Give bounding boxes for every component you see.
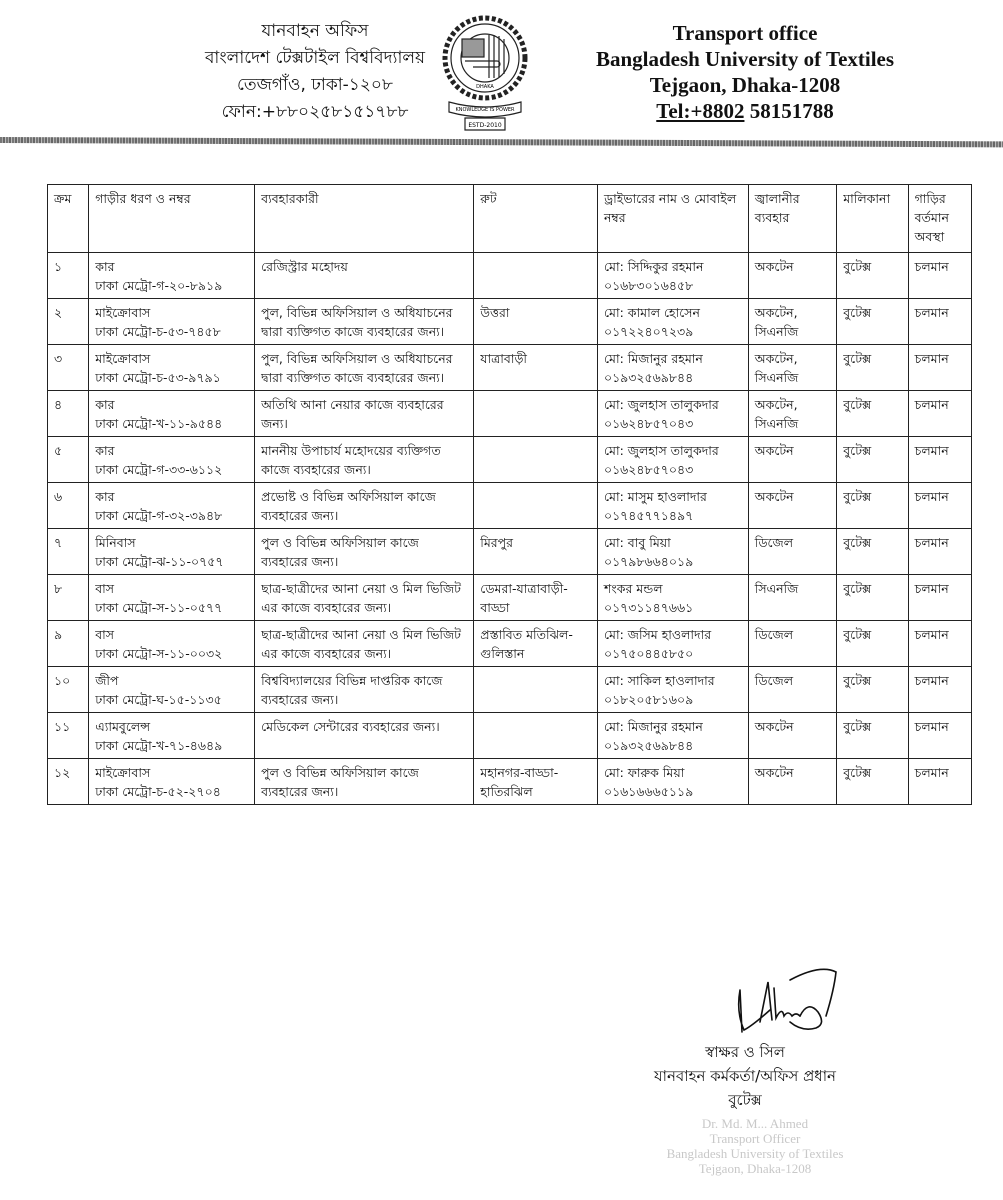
user-cell: মাননীয় উপাচার্য মহোদয়ের ব্যক্তিগত কাজে ব্যবহারের জন্য। [261, 443, 441, 477]
status-cell-td [908, 667, 971, 713]
driver-mobile: ০১৭৫০৪৪৫৮৫০ [603, 646, 694, 661]
ownership-cell: বুটেক্স [843, 351, 872, 366]
driver-mobile: ০১৭২২৪০৭২৩৯ [603, 324, 694, 339]
user-cell-td [255, 759, 474, 805]
status-cell: চলমান [914, 305, 949, 320]
status-cell-td [908, 253, 971, 299]
driver-name: মো: সিদ্দিকুর রহমান [603, 259, 704, 274]
driver-name-td [597, 483, 748, 529]
registration-number: ঢাকা মেট্রো-গ-৩২-৩৯৪৮ [95, 508, 223, 523]
driver-name-td [597, 391, 748, 437]
driver-mobile: ০১৬২৪৮৫৭০৪৩ [603, 462, 694, 477]
route-cell-td [474, 575, 598, 621]
phone-bn: ফোন:+৮৮০২৫৮১৫১৭৮৮ [221, 102, 409, 122]
user-cell: বিশ্ববিদ্যালয়ের বিভিন্ন দাপ্তরিক কাজে ব্যবহারের জন্য। [261, 673, 443, 707]
status-cell: চলমান [914, 581, 949, 596]
user-cell: প্রভোষ্ট ও বিভিন্ন অফিসিয়াল কাজে ব্যবহারের জন্য। [261, 489, 436, 523]
vehicle-type-td [89, 345, 255, 391]
vehicle-type-td [89, 299, 255, 345]
vehicle-type-td [89, 667, 255, 713]
ownership-cell: বুটেক্স [843, 305, 872, 320]
header-bangla [150, 18, 480, 126]
vehicle-type: এ্যামবুলেন্স [95, 719, 151, 734]
fuel-cell: ডিজেল [754, 535, 794, 550]
user-cell-td [255, 575, 474, 621]
status-cell-td [908, 391, 971, 437]
driver-mobile: ০১৮২০৫৮১৬০৯ [603, 692, 694, 707]
user-cell: রেজিস্ট্রার মহোদয় [261, 259, 348, 274]
fuel-cell: অকটেন, সিএনজি [754, 397, 799, 431]
university-name-en: Bangladesh University of Textiles [595, 47, 895, 71]
route-cell-td [474, 253, 598, 299]
vehicle-type: মাইক্রোবাস [95, 351, 151, 366]
stamp-org: Bangladesh University of Textiles [666, 1146, 844, 1161]
fuel-cell-td [748, 713, 836, 759]
user-cell-td [255, 253, 474, 299]
serial-cell-td [48, 483, 89, 529]
route-cell-td [474, 483, 598, 529]
signatory-org: বুটেক্স [728, 1091, 762, 1109]
vehicle-type-td [89, 483, 255, 529]
vehicle-type: কার [95, 397, 115, 412]
registration-number: ঢাকা মেট্রো-খ-১১-৯৫৪৪ [95, 416, 223, 431]
registration-number: ঢাকা মেট্রো-চ-৫৩-৯৭৯১ [95, 370, 221, 385]
driver-name-td [597, 253, 748, 299]
fuel-cell-td [748, 667, 836, 713]
registration-number: ঢাকা মেট্রো-গ-২০-৮৯১৯ [95, 278, 223, 293]
route-cell: প্রস্তাবিত মতিঝিল-গুলিস্তান [480, 627, 573, 661]
driver-name: মো: মাসুম হাওলাদার [603, 489, 707, 504]
ownership-cell-td [837, 667, 908, 713]
fuel-cell: অকটেন, সিএনজি [754, 351, 799, 385]
serial-cell: ১২ [54, 765, 71, 780]
serial-cell: ১ [54, 259, 63, 274]
header-divider [0, 137, 1003, 147]
driver-name: মো: মিজানুর রহমান [603, 719, 703, 734]
university-logo [435, 14, 535, 132]
ownership-cell: বুটেক্স [843, 673, 872, 688]
ownership-cell-td [837, 391, 908, 437]
serial-cell: ১১ [54, 719, 71, 734]
official-stamp [640, 1116, 870, 1176]
fuel-cell-td [748, 575, 836, 621]
serial-cell-td [48, 621, 89, 667]
col-serial: ক্রম [48, 185, 89, 253]
signature-block [620, 1040, 870, 1112]
col-user: ব্যবহারকারী [255, 185, 474, 253]
vehicle-type: কার [95, 489, 115, 504]
table-row [48, 483, 972, 529]
serial-cell: ২ [54, 305, 63, 320]
serial-cell: ৩ [54, 351, 63, 366]
phone-prefix: Tel:+8802 [656, 99, 745, 123]
table-row [48, 759, 972, 805]
status-cell-td [908, 575, 971, 621]
table-row [48, 391, 972, 437]
driver-name-td [597, 621, 748, 667]
ownership-cell: বুটেক্স [843, 765, 872, 780]
status-cell: চলমান [914, 673, 949, 688]
fuel-cell-td [748, 483, 836, 529]
status-cell-td [908, 713, 971, 759]
driver-name-td [597, 299, 748, 345]
ownership-cell: বুটেক্স [843, 627, 872, 642]
fuel-cell: অকটেন [754, 765, 794, 780]
registration-number: ঢাকা মেট্রো-স-১১-০০৩২ [95, 646, 223, 661]
driver-name-td [597, 667, 748, 713]
driver-name-td [597, 713, 748, 759]
driver-name: মো: সাকিল হাওলাদার [603, 673, 715, 688]
vehicle-type-td [89, 437, 255, 483]
logo-established: ESTD-2010 [468, 122, 502, 129]
office-name-bn: যানবাহন অফিস [261, 21, 369, 41]
route-cell-td [474, 345, 598, 391]
user-cell-td [255, 345, 474, 391]
user-cell-td [255, 437, 474, 483]
fuel-cell-td [748, 759, 836, 805]
header-english [560, 20, 930, 124]
ownership-cell: বুটেক্স [843, 489, 872, 504]
driver-name: মো: জুলহাস তালুকদার [603, 443, 719, 458]
driver-name-td [597, 437, 748, 483]
fuel-cell-td [748, 253, 836, 299]
status-cell-td [908, 759, 971, 805]
driver-name: মো: জসিম হাওলাদার [603, 627, 712, 642]
driver-name: শংকর মন্ডল [603, 581, 663, 596]
stamp-address: Tejgaon, Dhaka-1208 [698, 1161, 812, 1176]
status-cell: চলমান [914, 351, 949, 366]
registration-number: ঢাকা মেট্রো-গ-৩৩-৬১১২ [95, 462, 223, 477]
vehicle-type-td [89, 759, 255, 805]
ownership-cell-td [837, 437, 908, 483]
route-cell: ডেমরা-যাত্রাবাড়ী-বাড্ডা [480, 581, 568, 615]
status-cell-td [908, 345, 971, 391]
phone-number: 58151788 [744, 99, 834, 123]
serial-cell-td [48, 575, 89, 621]
fuel-cell-td [748, 345, 836, 391]
vehicle-type: বাস [95, 581, 115, 596]
handwritten-signature [730, 960, 840, 1040]
driver-mobile: ০১৬১৬৬৬৫১১৯ [603, 784, 694, 799]
driver-mobile: ০১৭৩১১৪৭৬৬১ [603, 600, 694, 615]
ownership-cell-td [837, 529, 908, 575]
fuel-cell-td [748, 529, 836, 575]
ownership-cell-td [837, 299, 908, 345]
fuel-cell: অকটেন [754, 489, 794, 504]
phone-en [560, 98, 930, 124]
route-cell: যাত্রাবাড়ী [480, 351, 527, 366]
vehicle-type-td [89, 713, 255, 759]
driver-name: মো: ফারুক মিয়া [603, 765, 685, 780]
route-cell-td [474, 713, 598, 759]
status-cell: চলমান [914, 443, 949, 458]
driver-name: মো: কামাল হোসেন [603, 305, 700, 320]
ownership-cell: বুটেক্স [843, 719, 872, 734]
status-cell: চলমান [914, 397, 949, 412]
route-cell-td [474, 759, 598, 805]
col-driver: ড্রাইভারের নাম ও মোবাইল নম্বর [597, 185, 748, 253]
vehicle-type: বাস [95, 627, 115, 642]
route-cell-td [474, 437, 598, 483]
route-cell: মিরপুর [480, 535, 514, 550]
vehicle-type-td [89, 529, 255, 575]
fuel-cell-td [748, 299, 836, 345]
status-cell: চলমান [914, 535, 949, 550]
serial-cell: ৬ [54, 489, 63, 504]
vehicle-type: মাইক্রোবাস [95, 765, 151, 780]
registration-number: ঢাকা মেট্রো-ঝ-১১-০৭৫৭ [95, 554, 224, 569]
ownership-cell-td [837, 713, 908, 759]
route-cell: মহানগর-বাড্ডা-হাতিরঝিল [480, 765, 559, 799]
serial-cell: ৯ [54, 627, 63, 642]
serial-cell-td [48, 253, 89, 299]
user-cell-td [255, 667, 474, 713]
user-cell: পুল, বিভিন্ন অফিসিয়াল ও অধিযাচনের দ্বারা ব্যক্তিগত কাজে ব্যবহারের জন্য। [261, 305, 453, 339]
table-row [48, 713, 972, 759]
vehicle-type: কার [95, 259, 115, 274]
serial-cell: ৭ [54, 535, 63, 550]
ownership-cell-td [837, 621, 908, 667]
ownership-cell-td [837, 759, 908, 805]
registration-number: ঢাকা মেট্রো-ঘ-১৫-১১৩৫ [95, 692, 222, 707]
status-cell: চলমান [914, 259, 949, 274]
driver-name: মো: বাবু মিয়া [603, 535, 671, 550]
user-cell: পুল ও বিভিন্ন অফিসিয়াল কাজে ব্যবহারের জন্য। [261, 765, 419, 799]
table-row [48, 621, 972, 667]
status-cell: চলমান [914, 765, 949, 780]
serial-cell-td [48, 299, 89, 345]
user-cell-td [255, 713, 474, 759]
serial-cell-td [48, 529, 89, 575]
fuel-cell-td [748, 621, 836, 667]
col-status: গাড়ির বর্তমান অবস্থা [908, 185, 971, 253]
serial-cell-td [48, 713, 89, 759]
table-row [48, 529, 972, 575]
vehicle-type: কার [95, 443, 115, 458]
user-cell: অতিথি আনা নেয়ার কাজে ব্যবহারের জন্য। [261, 397, 444, 431]
logo-motto: KNOWLEDGE IS POWER [455, 107, 515, 113]
university-name-bn: বাংলাদেশ টেক্সটাইল বিশ্ববিদ্যালয় [204, 48, 426, 68]
vehicle-type-td [89, 621, 255, 667]
vehicle-table [47, 184, 972, 805]
address-en: Tejgaon, Dhaka-1208 [649, 73, 841, 97]
fuel-cell: ডিজেল [754, 673, 794, 688]
serial-cell: ৫ [54, 443, 63, 458]
user-cell: ছাত্র-ছাত্রীদের আনা নেয়া ও মিল ভিজিট এর কাজে ব্যবহারের জন্য। [261, 627, 461, 661]
col-fuel: জ্বালানীর ব্যবহার [748, 185, 836, 253]
user-cell: পুল, বিভিন্ন অফিসিয়াল ও অধিযাচনের দ্বারা ব্যক্তিগত কাজে ব্যবহারের জন্য। [261, 351, 453, 385]
user-cell-td [255, 299, 474, 345]
serial-cell: ৪ [54, 397, 63, 412]
route-cell-td [474, 667, 598, 713]
user-cell: মেডিকেল সেন্টারের ব্যবহারের জন্য। [261, 719, 440, 734]
user-cell-td [255, 529, 474, 575]
driver-name-td [597, 529, 748, 575]
fuel-cell: ডিজেল [754, 627, 794, 642]
address-bn: তেজগাঁও, ঢাকা-১২০৮ [237, 75, 393, 95]
serial-cell-td [48, 437, 89, 483]
ownership-cell: বুটেক্স [843, 535, 872, 550]
user-cell-td [255, 391, 474, 437]
driver-mobile: ০১৯৩২৫৬৯৮৪৪ [603, 370, 694, 385]
status-cell: চলমান [914, 719, 949, 734]
stamp-title: Transport Officer [709, 1131, 801, 1146]
status-cell-td [908, 299, 971, 345]
serial-cell-td [48, 759, 89, 805]
registration-number: ঢাকা মেট্রো-চ-৫৩-৭৪৫৮ [95, 324, 221, 339]
status-cell: চলমান [914, 627, 949, 642]
ownership-cell-td [837, 483, 908, 529]
signature-label: স্বাক্ষর ও সিল [705, 1043, 785, 1061]
status-cell-td [908, 437, 971, 483]
route-cell-td [474, 299, 598, 345]
driver-name: মো: জুলহাস তালুকদার [603, 397, 719, 412]
route-cell-td [474, 391, 598, 437]
driver-mobile: ০১৬২৪৮৫৭০৪৩ [603, 416, 694, 431]
vehicle-type-td [89, 391, 255, 437]
user-cell: ছাত্র-ছাত্রীদের আনা নেয়া ও মিল ভিজিট এর কাজে ব্যবহারের জন্য। [261, 581, 461, 615]
ownership-cell: বুটেক্স [843, 443, 872, 458]
vehicle-type-td [89, 575, 255, 621]
route-cell: উত্তরা [480, 305, 510, 320]
ownership-cell: বুটেক্স [843, 397, 872, 412]
status-cell-td [908, 529, 971, 575]
status-cell: চলমান [914, 489, 949, 504]
signatory-designation: যানবাহন কর্মকর্তা/অফিস প্রধান [653, 1067, 837, 1085]
vehicle-type: মিনিবাস [95, 535, 136, 550]
col-route: রুট [474, 185, 598, 253]
ownership-cell-td [837, 345, 908, 391]
col-ownership: মালিকানা [837, 185, 908, 253]
driver-mobile: ০১৬৮৩০১৬৪৫৮ [603, 278, 694, 293]
user-cell-td [255, 621, 474, 667]
status-cell-td [908, 483, 971, 529]
stamp-name: Dr. Md. M... Ahmed [701, 1116, 809, 1131]
serial-cell: ৮ [54, 581, 63, 596]
driver-name-td [597, 575, 748, 621]
office-name-en: Transport office [672, 21, 818, 45]
table-row [48, 299, 972, 345]
registration-number: ঢাকা মেট্রো-চ-৫২-২৭০৪ [95, 784, 221, 799]
fuel-cell: অকটেন [754, 443, 794, 458]
status-cell-td [908, 621, 971, 667]
serial-cell: ১০ [54, 673, 71, 688]
vehicle-type-td [89, 253, 255, 299]
registration-number: ঢাকা মেট্রো-খ-৭১-৪৬৪৯ [95, 738, 223, 753]
serial-cell-td [48, 391, 89, 437]
route-cell-td [474, 529, 598, 575]
driver-name: মো: মিজানুর রহমান [603, 351, 703, 366]
fuel-cell: অকটেন [754, 719, 794, 734]
col-vehicle: গাড়ীর ধরণ ও নম্বর [89, 185, 255, 253]
vehicle-type: মাইক্রোবাস [95, 305, 151, 320]
driver-name-td [597, 759, 748, 805]
driver-mobile: ০১৭৯৮৬৬৪০১৯ [603, 554, 694, 569]
ownership-cell-td [837, 253, 908, 299]
table-row [48, 437, 972, 483]
ownership-cell: বুটেক্স [843, 259, 872, 274]
driver-mobile: ০১৭৪৫৭৭১৪৯৭ [603, 508, 694, 523]
serial-cell-td [48, 345, 89, 391]
table-row [48, 667, 972, 713]
fuel-cell-td [748, 437, 836, 483]
table-row [48, 575, 972, 621]
registration-number: ঢাকা মেট্রো-স-১১-০৫৭৭ [95, 600, 223, 615]
serial-cell-td [48, 667, 89, 713]
table-row [48, 345, 972, 391]
user-cell: পুল ও বিভিন্ন অফিসিয়াল কাজে ব্যবহারের জন্য। [261, 535, 419, 569]
ownership-cell: বুটেক্স [843, 581, 872, 596]
driver-mobile: ০১৯৩২৫৬৯৮৪৪ [603, 738, 694, 753]
user-cell-td [255, 483, 474, 529]
vehicle-type: জীপ [95, 673, 119, 688]
table-row [48, 253, 972, 299]
table-header-row [48, 185, 972, 253]
fuel-cell: সিএনজি [754, 581, 799, 596]
logo-city: DHAKA [476, 84, 494, 90]
route-cell-td [474, 621, 598, 667]
driver-name-td [597, 345, 748, 391]
fuel-cell: অকটেন [754, 259, 794, 274]
ownership-cell-td [837, 575, 908, 621]
fuel-cell: অকটেন, সিএনজি [754, 305, 799, 339]
fuel-cell-td [748, 391, 836, 437]
